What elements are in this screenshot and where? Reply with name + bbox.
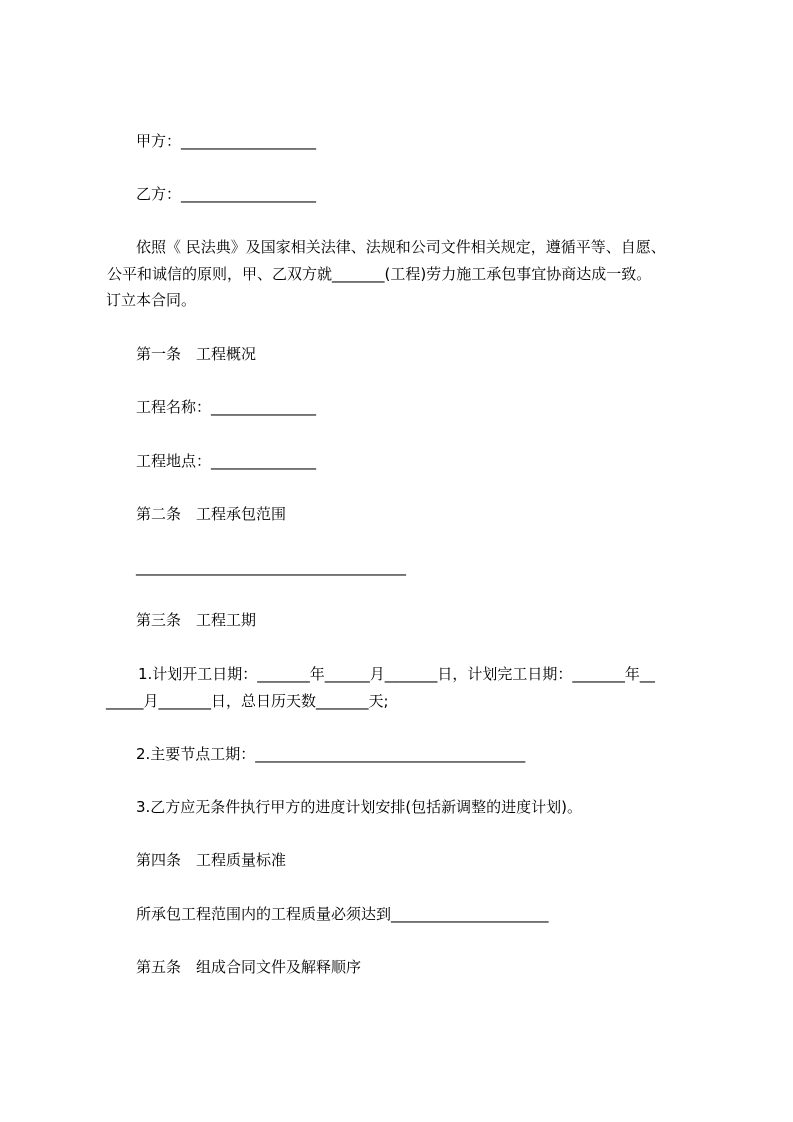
article2-heading: 第二条 工程承包范围: [136, 505, 287, 523]
schedule-item3: 3.乙方应无条件执行甲方的进度计划安排(包括新调整的进度计划)。: [136, 798, 583, 816]
intro-line-3: 订立本合同。: [106, 291, 197, 309]
schedule-item2: 2.主要节点工期：____________________________________: [136, 745, 526, 763]
article1-heading: 第一条 工程概况: [136, 345, 257, 363]
party-a-field: 甲方：__________________: [136, 132, 317, 150]
scope-blank-line: ____________________________________: [136, 558, 406, 576]
quality-standard-text: 所承包工程范围内的工程质量必须达到_____________________: [136, 905, 549, 923]
article4-heading: 第四条 工程质量标准: [136, 851, 287, 869]
project-location-field: 工程地点：______________: [136, 452, 317, 470]
intro-line-1: 依照《 民法典》及国家相关法律、法规和公司文件相关规定，遵循平等、自愿、: [136, 238, 666, 256]
project-name-field: 工程名称：______________: [136, 398, 317, 416]
schedule-item1-line1: 1.计划开工日期：_______年______月_______日，计划完工日期：_______年__: [138, 665, 655, 683]
article3-heading: 第三条 工程工期: [136, 611, 257, 629]
schedule-item1-line2: _____月_______日，总日历天数_______天;: [106, 692, 389, 710]
article5-heading: 第五条 组成合同文件及解释顺序: [136, 958, 362, 976]
party-b-field: 乙方：__________________: [136, 185, 317, 203]
intro-line-2: 公平和诚信的原则，甲、乙双方就_______(工程)劳力施工承包事宜协商达成一致。: [107, 265, 652, 283]
